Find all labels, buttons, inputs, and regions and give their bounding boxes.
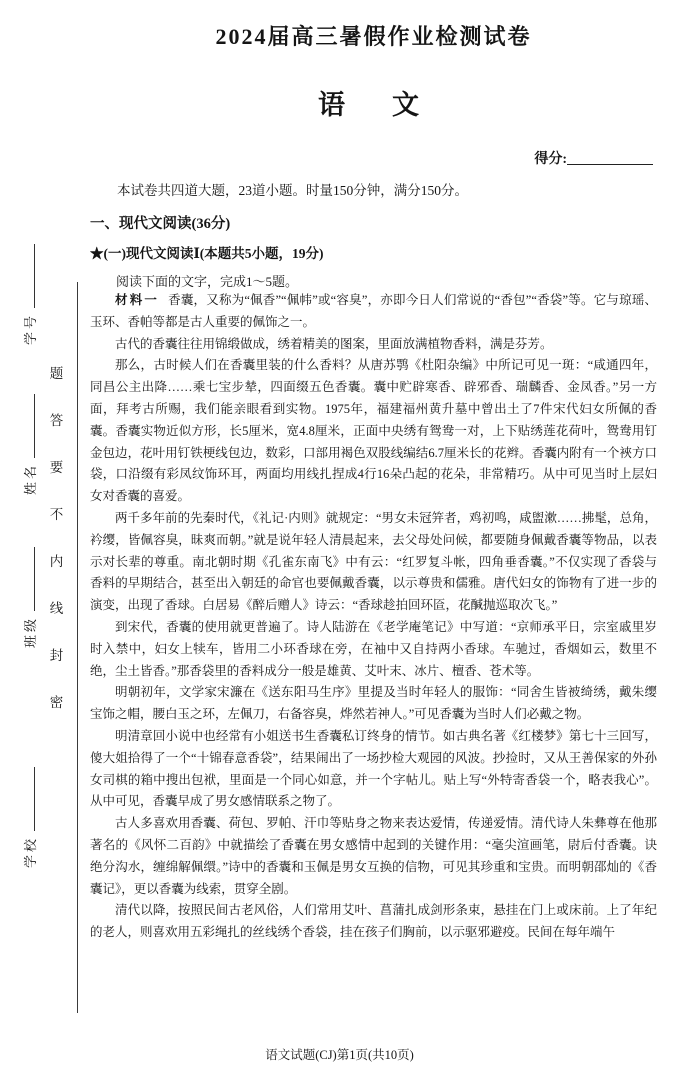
seal-char: 题: [49, 366, 64, 381]
student-id-label: 学号: [23, 312, 38, 345]
student-id-blank: [23, 244, 35, 308]
exam-instructions: 本试卷共四道大题，23道小题。时量150分钟，满分150分。: [117, 183, 468, 198]
school-label: 学校: [23, 835, 38, 868]
page-title: 2024届高三暑假作业检测试卷: [215, 24, 532, 49]
class-blank: [23, 547, 35, 611]
reading-prompt: 阅读下面的文字，完成1～5题。: [116, 274, 299, 289]
school-field: [20, 750, 37, 868]
class-label: 班级: [23, 615, 38, 648]
paragraph: 明朝初年，文学家宋濂在《送东阳马生序》里提及当时年轻人的服饰：“同舍生皆被绮绣，戴朱缨宝饰之帽，腰白玉之环，左佩刀，右备容臭，烨然若神人。”可见香囊为当时人们必戴之物。: [90, 685, 657, 722]
subject-title: 语 文: [318, 90, 429, 120]
student-id-field: [20, 227, 37, 345]
page-footer: 语文试题(CJ)第1页(共10页): [265, 1048, 414, 1062]
seal-line: [77, 282, 78, 1013]
student-name-label: 姓名: [23, 462, 38, 495]
seal-char: 线: [49, 601, 64, 616]
seal-char: 密: [49, 695, 64, 710]
subsection-heading: ★(一)现代文阅读Ⅰ(本题共5小题，19分): [90, 246, 324, 261]
seal-char: 要: [49, 460, 64, 475]
paragraph: 到宋代，香囊的使用就更普遍了。诗人陆游在《老学庵笔记》中写道：“京师承平日，宗室戚里岁时入禁中，妇女上犊车，皆用二小环香球在旁，在袖中又自持两小香球。车驰过，香烟如云，数里不绝，尘土皆香。”那香袋里的香料成分一般是雄黄、艾叶末、冰片、檀香、苍术等。: [90, 619, 657, 678]
paragraph: 那么，古时候人们在香囊里装的什么香料？从唐苏鹗《杜阳杂编》中所记可见一斑：“咸通四年，同昌公主出降……乘七宝步辇，四面缀五色香囊。囊中贮辟寒香、辟邪香、瑞麟香、金凤香。”另一方面，拜考古所赐，我们能亲眼看到实物。1975年，福建福州黄升墓中曾出土了7件宋代妇女所佩的香囊。香囊实物近似方形，长5厘米，宽4.8厘米，正面中央绣有鸳鸯一对，上下贴绣莲花荷叶，鸳鸯用钉金包边，花叶用钉铁梗线包边，数彩，口部用褐色双股线编结6.7厘米长的花辫。香囊内附有一个裌方口袋，口沿缀有彩凤纹饰环耳，两面均用线扎捏成4行16朵凸起的花朵，非常精巧。从中可见当时上层妇女对香囊的喜爱。: [90, 358, 657, 504]
exam-content: [90, 0, 657, 944]
school-blank: [23, 767, 35, 831]
class-field: [20, 530, 37, 648]
paragraph: [90, 290, 657, 334]
seal-char: 内: [49, 554, 64, 569]
student-name-blank: [23, 394, 35, 458]
material-label: 材料一: [115, 293, 160, 307]
seal-char: 封: [49, 648, 64, 663]
seal-char: 答: [49, 413, 64, 428]
score-blank: [567, 151, 653, 165]
seal-char: 不: [49, 507, 64, 522]
score-label: 得分:: [534, 152, 567, 167]
section-heading: 一、现代文阅读(36分): [90, 216, 231, 232]
paragraph: 两千多年前的先秦时代，《礼记·内则》就规定：“男女未冠笄者，鸡初鸣，咸盥漱……拂髦，总角，衿缨，皆佩容臭，昧爽而朝。”就是说年轻人清晨起来，去父母处问候，都要随身佩戴香囊等物品，以表示对长辈的尊重。南北朝时期《孔雀东南飞》中有云：“红罗复斗帐，四角垂香囊。”不仅实现了香袋与香料的早期结合，甚至出入朝廷的命官也要佩戴香囊，以示尊贵和儒雅。唐代妇女的饰物有了进一步的演变，出现了香球。白居易《醉后赠人》诗云：“香球趁拍回环匼，花醎抛巡取次飞。”: [90, 510, 657, 613]
seal-text-column: [49, 362, 64, 711]
score-row: [90, 148, 657, 168]
paragraph: 明清章回小说中也经常有小姐送书生香囊私订终身的情节。如古典名著《红楼梦》第七十三回写，傻大姐拾得了一个“十锦春意香袋”，结果闹出了一场抄检大观园的风波。抄捡时，又从王善保家的外孙女司棋的箱中搜出包袱，里面是一个同心如意，并一个字帖儿。贴上写“外特寄香袋一个，略表我心”。从中可见，香囊早成了男女感情联系之物了。: [90, 728, 657, 809]
paragraph-text: 香囊，又称为“佩香”“佩帏”或“容臭”，亦即今日人们常说的“香包”“香袋”等。它与琼瑶、玉环、香帕等都是古人重要的佩饰之一。: [90, 293, 657, 329]
student-name-field: [20, 377, 37, 495]
paragraph: 清代以降，按照民间古老风俗，人们常用艾叶、菖蒲扎成剑形条束，悬挂在门上或床前。上了年纪的老人，则喜欢用五彩绳扎的丝线绣个香袋，挂在孩子们胸前，以示驱邪避疫。民间在每年端午: [90, 903, 657, 940]
paragraph: 古人多喜欢用香囊、荷包、罗帕、汗巾等贴身之物来表达爱情，传递爱情。清代诗人朱彝尊在他那著名的《风怀二百韵》中就描绘了香囊在男女感情中起到的关键作用：“毫尖渲画笔，尉后付香囊。诀绝分沟水，缠绵解佩缳。”诗中的香囊和玉佩是男女互换的信物，可见其珍重和宝贵。而明朝邵灿的《香囊记》，更以香囊为线索，贯穿全剧。: [90, 816, 657, 896]
paragraph: 古代的香囊往往用锦缎做成，绣着精美的图案，里面放满植物香料，满是芬芳。: [115, 336, 553, 351]
